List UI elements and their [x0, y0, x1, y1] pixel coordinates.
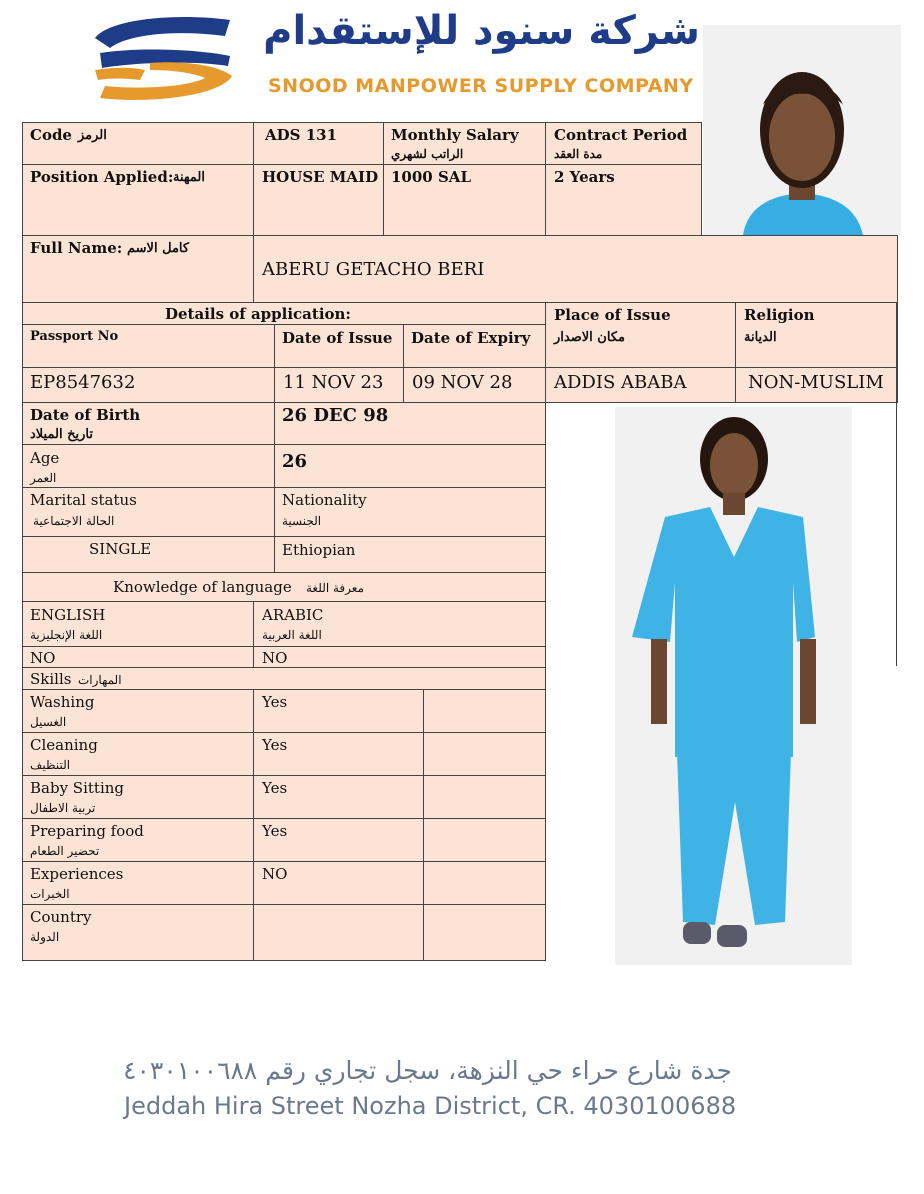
passport-label-cell [22, 324, 275, 368]
company-name-arabic: شركة سنود للإستقدام [263, 8, 700, 54]
skill-extra-cell [423, 904, 546, 961]
contract-label: Contract Period [554, 126, 688, 144]
skill-label: Preparing food [30, 822, 144, 840]
footer-address-english: Jeddah Hira Street Nozha District, CR. 4030100688 [124, 1092, 737, 1120]
dob-label-arabic: تاريخ الميلاد [30, 427, 93, 442]
salary-label: Monthly Salary [391, 126, 519, 144]
issue-label: Date of Issue [282, 329, 393, 347]
footer-address-arabic: جدة شارع حراء حي النزهة، سجل تجاري رقم ٤٠٣٠١٠٠٦٨٨ [123, 1056, 732, 1085]
skill-label: Country [30, 908, 92, 926]
marital-label-cell [22, 487, 275, 537]
skill-label: Washing [30, 693, 95, 711]
contract-value: 2 Years [554, 168, 615, 186]
arabic-label: ARABIC [262, 606, 324, 624]
arabic-value: NO [262, 649, 288, 667]
english-label-arabic: اللغة الإنجليزية [30, 628, 103, 642]
skill-value: Yes [262, 779, 288, 797]
marital-label: Marital status [30, 491, 137, 509]
skill-label-cell [22, 861, 254, 905]
dob-label: Date of Birth [30, 406, 141, 424]
marital-label-arabic: الحالة الاجتماعية [33, 514, 115, 528]
age-value: 26 [282, 451, 308, 472]
place-value: ADDIS ABABA [554, 372, 687, 393]
skills-title-cell [22, 667, 546, 690]
fullname-value: ABERU GETACHO BERI [262, 259, 485, 280]
code-value: ADS 131 [265, 126, 338, 144]
skill-value-cell [253, 775, 424, 819]
skill-extra-cell [423, 818, 546, 862]
skill-label-arabic: الخبرات [30, 887, 70, 901]
expiry-label: Date of Expiry [411, 329, 531, 347]
skill-label-arabic: الغسيل [30, 715, 67, 729]
religion-value: NON-MUSLIM [748, 372, 884, 393]
age-label-arabic: العمر [30, 471, 57, 485]
passport-label: Passport No [30, 329, 119, 344]
skill-label-arabic: الدولة [30, 930, 60, 944]
contract-value-cell [545, 164, 702, 236]
expiry-value-cell [403, 367, 546, 403]
skill-value-cell [253, 904, 424, 961]
code-value-cell [253, 122, 384, 165]
skill-label-arabic: تربية الاطفال [30, 801, 96, 815]
code-label-arabic: الرمز [78, 128, 107, 143]
fullname-label-arabic: كامل الاسم [127, 241, 190, 256]
portrait-photo [703, 25, 901, 235]
expiry-value: 09 NOV 28 [412, 372, 513, 393]
age-value-cell [274, 444, 546, 488]
skill-value: Yes [262, 693, 288, 711]
place-label: Place of Issue [554, 306, 671, 324]
position-value-cell [253, 164, 384, 236]
skill-label-cell [22, 775, 254, 819]
religion-value-cell [735, 367, 898, 403]
skill-value: NO [262, 865, 288, 883]
skill-label: Cleaning [30, 736, 98, 754]
age-label: Age [30, 449, 60, 467]
passport-value: EP8547632 [30, 372, 136, 393]
right-border-line [896, 302, 897, 666]
skill-label-cell [22, 689, 254, 733]
skill-extra-cell [423, 861, 546, 905]
contract-label-arabic: مدة العقد [554, 147, 603, 161]
skill-value: Yes [262, 822, 288, 840]
skill-extra-cell [423, 732, 546, 776]
skill-value-cell [253, 732, 424, 776]
arabic-value-cell [253, 646, 546, 668]
arabic-label-arabic: اللغة العربية [262, 628, 322, 642]
age-label-cell [22, 444, 275, 488]
issue-value: 11 NOV 23 [283, 372, 384, 393]
marital-value: SINGLE [89, 540, 152, 558]
code-label-cell [22, 122, 254, 165]
passport-value-cell [22, 367, 275, 403]
dob-value-cell [274, 402, 546, 445]
fullname-label: Full Name: [30, 239, 123, 257]
issue-label-cell [274, 324, 404, 368]
skill-label: Baby Sitting [30, 779, 124, 797]
skill-label: Experiences [30, 865, 124, 883]
skill-value-cell [253, 689, 424, 733]
skill-value-cell [253, 818, 424, 862]
nationality-value-cell [274, 536, 546, 573]
dob-value: 26 DEC 98 [282, 405, 389, 426]
skill-value-cell [253, 861, 424, 905]
company-name-english: SNOOD MANPOWER SUPPLY COMPANY [268, 75, 694, 97]
skill-extra-cell [423, 689, 546, 733]
contract-label-cell [545, 122, 702, 165]
nationality-value: Ethiopian [282, 541, 356, 559]
position-label-arabic: المهنة [173, 170, 205, 185]
place-label-cell [545, 302, 736, 368]
position-label: Position Applied: [30, 168, 174, 186]
nationality-label-arabic: الجنسية [282, 514, 322, 528]
position-value: HOUSE MAID [262, 168, 379, 186]
dob-label-cell [22, 402, 275, 445]
salary-label-cell [383, 122, 546, 165]
code-label: Code [30, 126, 72, 144]
fullname-value-cell [253, 235, 898, 303]
skill-value: Yes [262, 736, 288, 754]
full-body-photo [615, 407, 852, 965]
expiry-label-cell [403, 324, 546, 368]
english-label: ENGLISH [30, 606, 106, 624]
place-label-arabic: مكان الاصدار [554, 330, 625, 345]
nationality-label-cell [274, 487, 546, 537]
religion-label-cell [735, 302, 898, 368]
skill-label-cell [22, 732, 254, 776]
place-value-cell [545, 367, 736, 403]
english-label-cell [22, 601, 254, 647]
skill-label-arabic: التنظيف [30, 758, 71, 772]
position-label-cell [22, 164, 254, 236]
arabic-label-cell [253, 601, 546, 647]
marital-value-cell [22, 536, 275, 573]
skill-extra-cell [423, 775, 546, 819]
english-value: NO [30, 649, 56, 667]
language-title-cell [22, 572, 546, 602]
details-title-cell [22, 302, 546, 325]
religion-label-arabic: الديانة [744, 330, 777, 345]
company-logo [90, 8, 240, 108]
details-title: Details of application: [165, 305, 351, 323]
skill-label-cell [22, 818, 254, 862]
nationality-label: Nationality [282, 491, 367, 509]
language-title: Knowledge of language [113, 578, 292, 596]
logo-mark-icon [90, 8, 240, 108]
issue-value-cell [274, 367, 404, 403]
salary-label-arabic: الراتب لشهري [391, 147, 464, 161]
skill-label-arabic: تحضير الطعام [30, 844, 100, 858]
salary-value: 1000 SAL [391, 168, 471, 186]
language-title-arabic: معرفة اللغة [306, 581, 365, 595]
religion-label: Religion [744, 306, 815, 324]
salary-value-cell [383, 164, 546, 236]
skill-label-cell [22, 904, 254, 961]
skills-title-arabic: المهارات [78, 673, 122, 687]
english-value-cell [22, 646, 254, 668]
fullname-label-cell [22, 235, 254, 303]
skills-title: Skills [30, 670, 72, 688]
